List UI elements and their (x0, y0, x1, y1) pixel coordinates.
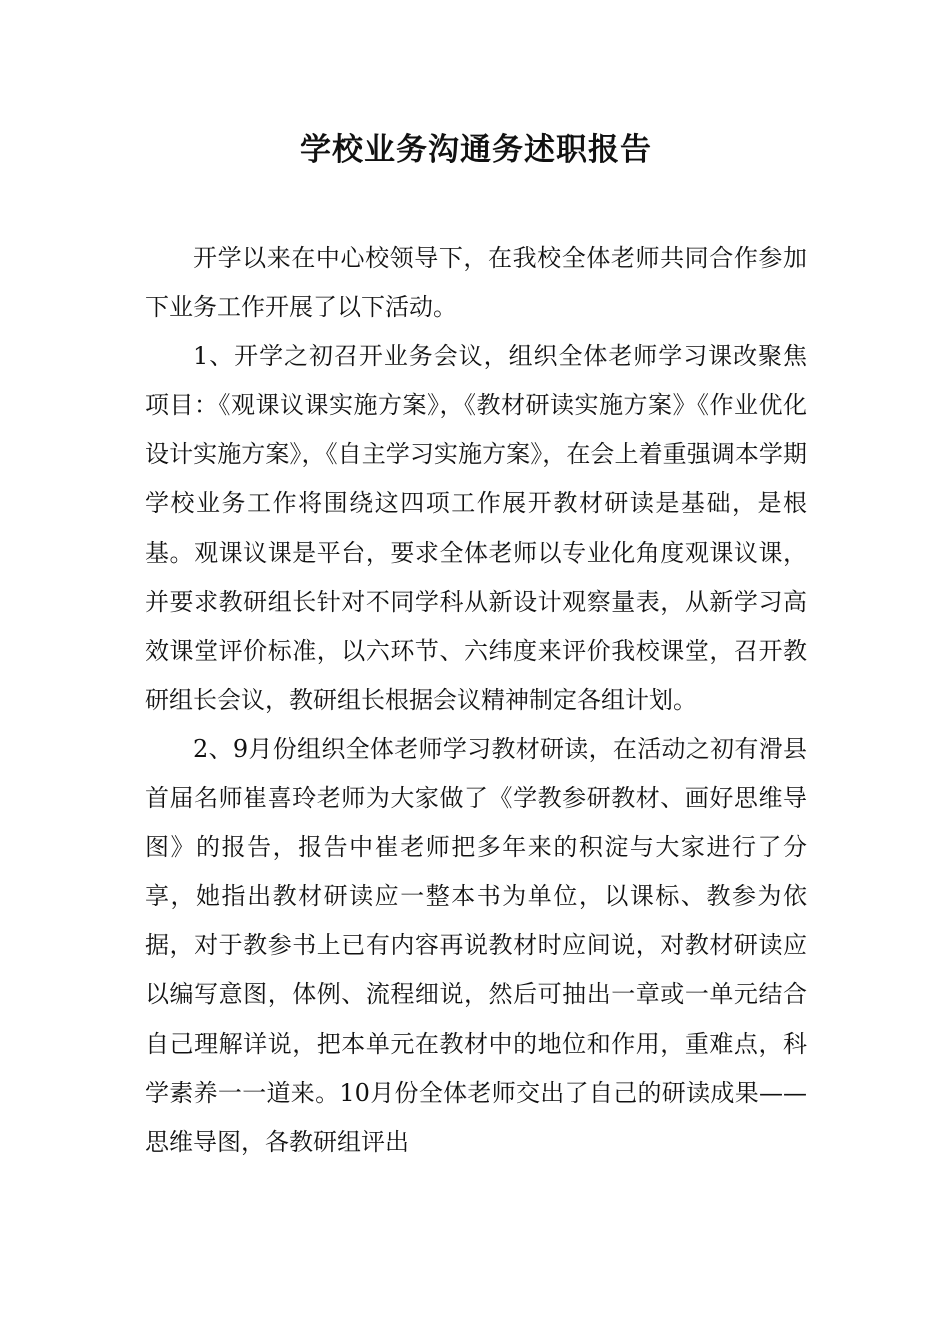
document-title: 学校业务沟通务述职报告 (300, 132, 652, 168)
paragraph-item-1: 1、开学之初召开业务会议，组织全体老师学习课改聚焦项目：《观课议课实施方案》，《教材研读实施方案》《作业优化设计实施方案》，《自主学习实施方案》，在会上着重强调本学期学校业务工作将围绕这四项工作展开教材研读是基础，是根基。观课议课是平台，要求全体老师以专业化角度观课议课，并要求教研组长针对不同学科从新设计观察量表，从新学习高效课堂评价标准，以六环节、六纬度来评价我校课堂，召开教研组长会议，教研组长根据会议精神制定各组计划。 (145, 342, 807, 714)
document-body (145, 234, 807, 1167)
paragraph-item-2: 2、9月份组织全体老师学习教材研读，在活动之初有滑县首届名师崔喜玲老师为大家做了《学教参研教材、画好思维导图》的报告，报告中崔老师把多年来的积淀与大家进行了分享，她指出教材研读应一整本书为单位，以课标、教参为依据，对于教参书上已有内容再说教材时应间说，对教材研读应以编写意图，体例、流程细说，然后可抽出一章或一单元结合自己理解详说，把本单元在教材中的地位和作用，重难点，科学素养一一道来。10月份全体老师交出了自己的研读成果——思维导图，各教研组评出 (145, 734, 807, 1156)
paragraph-intro: 开学以来在中心校领导下，在我校全体老师共同合作参加下业务工作开展了以下活动。 (145, 244, 807, 322)
